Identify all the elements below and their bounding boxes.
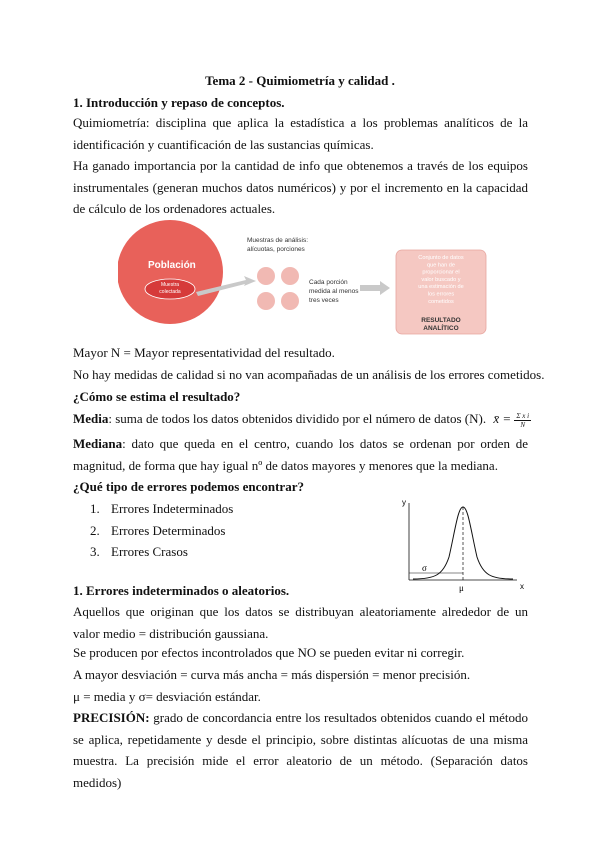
resultado-label-1: RESULTADO <box>421 317 461 324</box>
muestras-label-2: alícuotas, porciones <box>247 246 305 253</box>
media-definition <box>73 411 531 429</box>
list-item-number: 3. <box>90 544 100 559</box>
line-mu-sigma: μ = media y σ= desviación estándar. <box>73 689 261 704</box>
arrow-to-result <box>360 281 390 295</box>
list-item-label: Errores Determinados <box>111 522 226 538</box>
list-item-label: Errores Crasos <box>111 544 188 559</box>
line-medidas-calidad: No hay medidas de calidad si no van acompañadas de un análisis de los errores cometidos. <box>73 367 545 382</box>
sample-circle-2 <box>281 267 299 285</box>
line-efectos: Se producen por efectos incontrolados que NO se pueden evitar ni corregir. <box>73 645 465 660</box>
paragraph-aquellos: Aquellos que originan que los datos se distribuyan aleatoriamente alrededor de un valor medio = distribución gaussiana. <box>73 604 528 641</box>
paragraph-quimiometria: Quimiometría: disciplina que aplica la estadística a los problemas analíticos de la identificación y cuantificación de las sustancias químicas. <box>73 115 528 152</box>
precision-definition <box>73 707 528 793</box>
sample-circle-1 <box>257 267 275 285</box>
sample-circle-4 <box>281 292 299 310</box>
line-mayor-n: Mayor N = Mayor representatividad del resultado. <box>73 345 335 360</box>
list-item <box>90 520 233 542</box>
y-axis-label: y <box>402 498 406 507</box>
heading-errores-indeterminados: 1. Errores indeterminados o aleatorios. <box>73 583 290 598</box>
x-axis-label: x <box>520 582 524 591</box>
section-heading-intro: 1. Introducción y repaso de conceptos. <box>73 95 285 110</box>
mean-formula <box>493 411 531 429</box>
sample-circle-3 <box>257 292 275 310</box>
conjunto-line: Conjunto de datos <box>418 255 464 261</box>
line-mayor-desviacion: A mayor desviación = curva más ancha = más dispersión = menor precisión. <box>73 667 471 682</box>
mediana-definition <box>73 433 528 476</box>
formula-numerator: Σ x i <box>516 411 530 420</box>
page-title: Tema 2 - Quimiometría y calidad . <box>205 73 395 88</box>
conjunto-line: cometidos <box>428 298 454 305</box>
muestras-label-1: Muestras de análisis: <box>247 237 309 244</box>
media-term: Media <box>73 411 109 426</box>
media-text: : suma de todos los datos obtenidos dividido por el número de datos (N). <box>108 411 487 426</box>
list-item <box>90 498 233 520</box>
errors-list <box>90 498 233 563</box>
formula-fraction <box>514 412 531 429</box>
cada-label-3: tres veces <box>309 297 339 304</box>
conjunto-line: los errores <box>427 291 455 298</box>
paragraph-importancia: Ha ganado importancia por la cantidad de info que obtenemos a través de los equipos instrumentales (generan muchos datos numéricos) y por el incremento en la capacidad de cálculo de los ordenadores actuales. <box>73 158 528 216</box>
gaussian-curve-figure <box>395 495 530 595</box>
resultado-label-2: ANALÍTICO <box>423 325 459 332</box>
cada-label-2: medida al menos <box>309 288 359 295</box>
conjunto-line: una estimación de <box>418 284 464 291</box>
poblacion-circle <box>118 220 223 324</box>
conjunto-line: proporcionar el <box>422 269 460 276</box>
conjunto-line: valor buscado y <box>421 276 461 283</box>
formula-denominator: N <box>520 420 526 429</box>
formula-lhs: x̄ = <box>493 411 512 427</box>
muestra-label-1: Muestra <box>160 282 180 288</box>
poblacion-label: Población <box>148 260 196 271</box>
mediana-term: Mediana <box>73 436 123 451</box>
mu-label: μ <box>459 583 464 593</box>
list-item-number: 2. <box>90 522 100 538</box>
heading-tipos-errores: ¿Qué tipo de errores podemos encontrar? <box>73 479 304 494</box>
list-item <box>90 541 233 563</box>
precision-text: grado de concordancia entre los resultados obtenidos cuando el método se aplica, repetidamente y desde el principio, sobre distintas alícuotas de una misma muestra. La precisión mide el error aleatorio de un método. (Separación datos medidos) <box>73 710 528 790</box>
list-item-number: 1. <box>90 501 100 516</box>
conjunto-line: que han de <box>427 262 455 269</box>
muestra-label-2: colectada <box>159 289 181 295</box>
cada-label-1: Cada porción <box>309 279 348 286</box>
list-item-label: Errores Indeterminados <box>111 501 234 516</box>
sigma-label: σ <box>422 563 427 573</box>
mediana-text: : dato que queda en el centro, cuando los datos se ordenan por orden de magnitud, de forma que hay igual nº de datos mayores y menores que la mediana. <box>73 436 528 473</box>
precision-term: PRECISIÓN: <box>73 710 150 725</box>
sampling-diagram <box>118 218 488 338</box>
heading-como-estima: ¿Cómo se estima el resultado? <box>73 389 241 404</box>
